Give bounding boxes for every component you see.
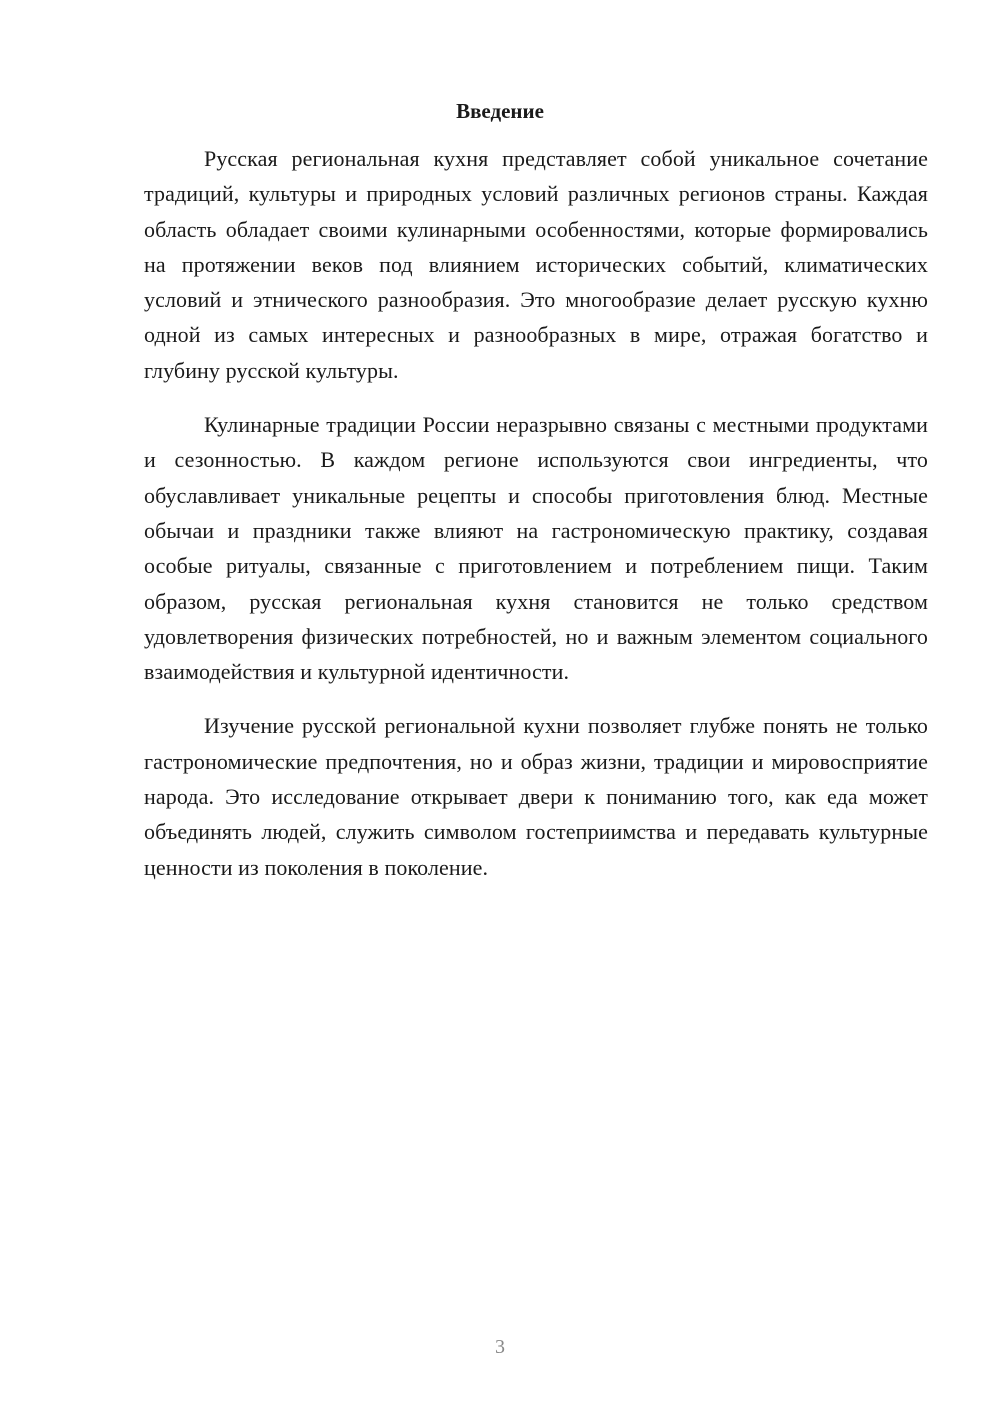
paragraph-2: Кулинарные традиции России неразрывно связаны с местными продуктами и сезонностью. В каждом регионе используются свои ингредиенты, что обуславливает уникальные рецепты и способы приготовления блюд. Местные обычаи и праздники также влияют на гастрономическую практику, создавая особые ритуалы, связанные с приготовлением и потреблением пищи. Таким образом, русская региональная кухня становится не только средством удовлетворения физических потребностей, но и важным элементом социального взаимодействия и культурной идентичности. [144,412,928,685]
page-number: 3 [495,1336,505,1358]
page-title: Введение [456,99,544,123]
paragraph-3: Изучение русской региональной кухни позволяет глубже понять не только гастрономические предпочтения, но и образ жизни, традиции и мировосприятие народа. Это исследование открывает двери к пониманию того, как еда может объединять людей, служить символом гостеприимства и передавать культурные ценности из поколения в поколение. [144,713,928,880]
body-text [144,141,928,904]
paragraph-1: Русская региональная кухня представляет собой уникальное сочетание традиций, культуры и природных условий различных регионов страны. Каждая область обладает своими кулинарными особенностями, которые формировались на протяжении веков под влиянием исторических событий, климатических условий и этнического разнообразия. Это многообразие делает русскую кухню одной из самых интересных и разнообразных в мире, отражая богатство и глубину русской культуры. [144,146,928,383]
